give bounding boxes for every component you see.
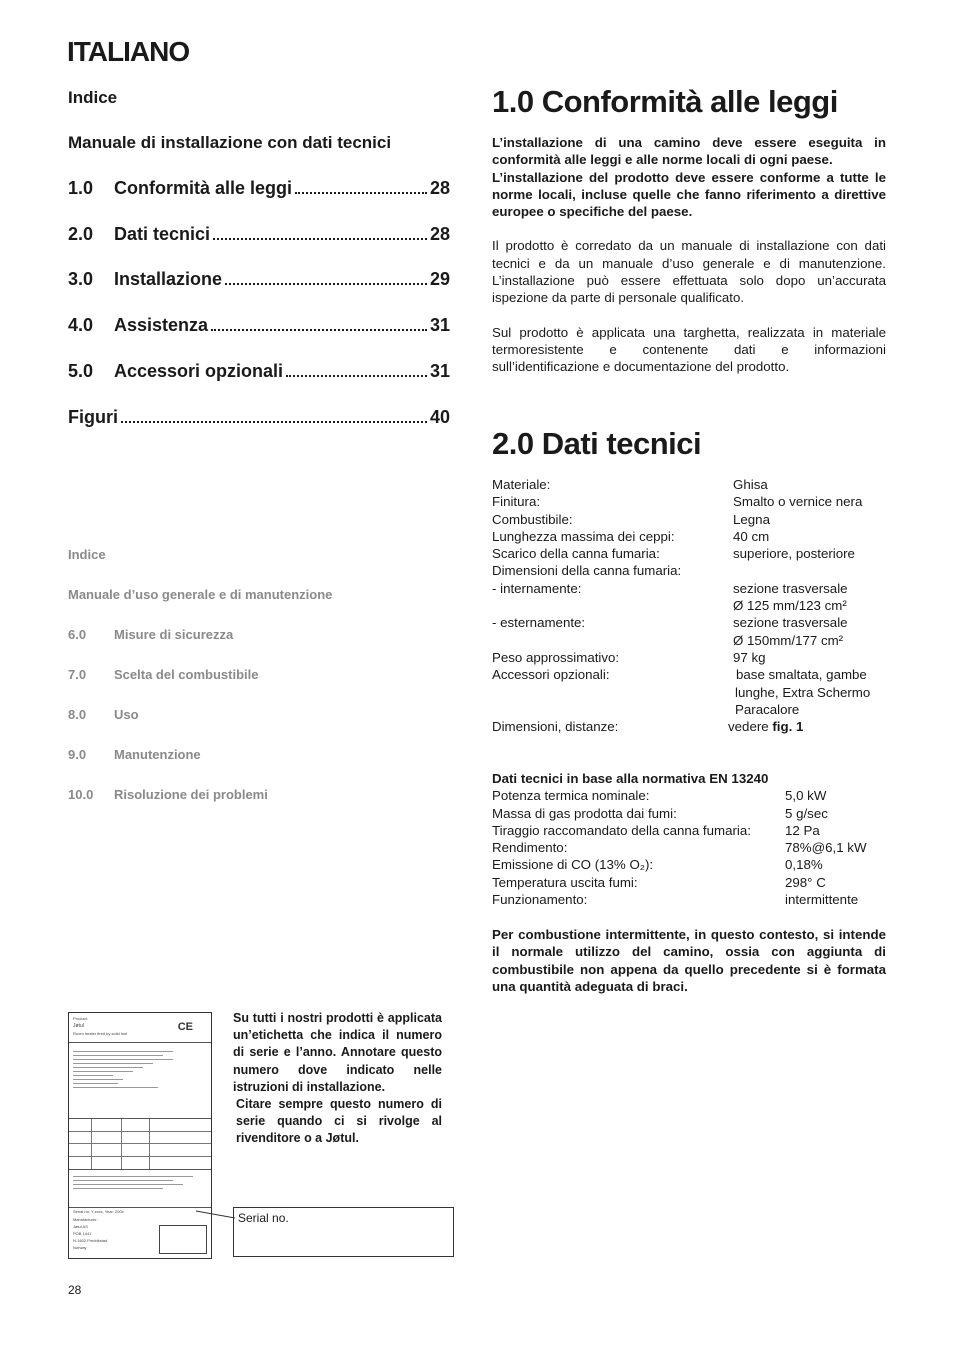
toc2-title: Scelta del combustibile: [114, 667, 259, 682]
en-spec-value: 298° C: [785, 874, 826, 890]
spec-key: Accessori opzionali:: [492, 667, 610, 683]
en-spec-value: intermittente: [785, 892, 859, 908]
en-spec-value: 5,0 kW: [785, 788, 827, 804]
spec-row: [492, 666, 892, 683]
en-spec-key: Rendimento:: [492, 840, 568, 856]
spec-row: [492, 614, 892, 631]
spec-key: - internamente:: [492, 580, 582, 596]
en-spec-value: 0,18%: [785, 857, 823, 873]
toc2-number: 7.0: [68, 667, 87, 682]
serial-label: Serial no.: [238, 1211, 289, 1225]
section1-bold-p2: L’installazione del prodotto deve essere conforme a tutte le norme locali, incluse quelle che fanno riferimento a direttive europee o specifiche del paese.: [492, 169, 886, 220]
en-spec-value: 78%@6,1 kW: [785, 840, 867, 856]
spec-key: Combustibile:: [492, 511, 573, 527]
toc-number: 4.0: [68, 315, 94, 335]
toc-title: Figuri: [68, 407, 118, 427]
en-spec-value: 12 Pa: [785, 822, 820, 838]
en-spec-row: [492, 822, 892, 839]
en-spec-row: [492, 891, 892, 908]
spec-key: [492, 597, 733, 614]
spec-table: [492, 476, 892, 735]
toc-page: 40: [429, 407, 450, 427]
en-spec-row: [492, 787, 892, 804]
figure-reference[interactable]: fig. 1: [772, 719, 804, 735]
en-spec-row: [492, 874, 892, 891]
spec-row: [492, 597, 892, 614]
plate-address-line: Norway: [73, 1245, 87, 1250]
spec-key: [492, 701, 733, 718]
section1-bold-p1: L’installazione di una camino deve essere eseguita in conformità alle leggi e alle norme locali di ogni paese.: [492, 135, 886, 168]
spec-key: Peso approssimativo:: [492, 649, 620, 665]
en-spec-row: [492, 856, 892, 873]
toc2-number: 9.0: [68, 747, 87, 762]
toc-title: Conformità alle leggi: [114, 178, 293, 198]
spec-key: Materiale:: [492, 477, 551, 492]
spec-value: base smaltata, gambe: [736, 667, 867, 683]
spec-row: [492, 511, 892, 528]
spec-value: Ø 125 mm/123 cm²: [733, 598, 847, 614]
spec-value: Legna: [733, 511, 770, 527]
toc-title: Installazione: [114, 269, 223, 289]
ce-mark: CE: [177, 1021, 193, 1033]
use-manual-title: Manuale d’uso generale e di manutenzione: [68, 587, 333, 602]
plate-type: Room heater fired by solid fuel: [73, 1031, 128, 1036]
spec-value: 40 cm: [733, 528, 770, 544]
toc-page: 29: [429, 269, 450, 289]
en-spec-row: [492, 805, 892, 822]
en-spec-row: [492, 839, 892, 856]
toc2-title: Risoluzione dei problemi: [114, 787, 268, 802]
spec-row-dimensions: [492, 718, 892, 735]
toc2-number: 6.0: [68, 627, 87, 642]
spec-value: sezione trasversale: [733, 580, 848, 596]
spec-key: - esternamente:: [492, 615, 586, 631]
en-spec-key: Emissione di CO (13% O₂):: [492, 857, 654, 873]
spec-row: [492, 562, 892, 579]
toc-page: 31: [429, 361, 450, 381]
spec-value: Smalto o vernice nera: [733, 494, 863, 510]
spec-key: Scarico della canna fumaria:: [492, 546, 660, 562]
spec-row: [492, 632, 892, 649]
plate-address-line: POB 1441: [73, 1231, 92, 1236]
spec-value: superiore, posteriore: [733, 546, 855, 562]
spec-key: Lunghezza massima dei ceppi:: [492, 528, 675, 544]
section1-p3: Il prodotto è corredato da un manuale di installazione con dati tecnici e da un manuale d’uso generale e di manutenzione. L’installazione può essere effettuata solo dopo un’accurata ispezione da parte di personale qualificato.: [492, 238, 886, 306]
en-spec-key: Temperatura uscita fumi:: [492, 874, 638, 890]
section1-body: [492, 134, 886, 376]
toc-title: Assistenza: [114, 315, 209, 335]
intermittent-note: Per combustione intermittente, in questo contesto, si intende il normale utilizzo del camino, ossia con aggiunta di combustibile non appena da quello precedente si è formata una quantità adeguata di braci.: [492, 927, 886, 994]
toc-page: 31: [429, 315, 450, 335]
spec-row: [492, 684, 892, 701]
language-heading: ITALIANO: [67, 36, 190, 67]
serial-number-box[interactable]: [233, 1207, 454, 1257]
spec-value: Ghisa: [733, 477, 768, 492]
toc2-number: 8.0: [68, 707, 87, 722]
plate-serial-line: Serial no: Y-xxxx, Year: 200x: [73, 1209, 124, 1214]
spec-key: Dimensioni della canna fumaria:: [492, 563, 682, 579]
spec-value: vedere: [728, 719, 769, 735]
en-spec-key: Tiraggio raccomandato della canna fumaria:: [492, 822, 751, 838]
install-manual-title: Manuale di installazione con dati tecnici: [68, 133, 392, 152]
serial-label-note-text2: Citare sempre questo numero di serie quando ci si rivolge al rivenditore o a Jøtul.: [236, 1097, 442, 1146]
index2-title: Indice: [68, 547, 106, 562]
toc-page: 28: [429, 224, 450, 244]
spec-key: [492, 684, 733, 701]
spec-row: [492, 476, 892, 493]
spec-row: [492, 528, 892, 545]
spec-row: [492, 701, 892, 718]
spec-value: Paracalore: [735, 701, 800, 717]
toc-number: 1.0: [68, 178, 94, 198]
en-spec-key: Potenza termica nominale:: [492, 788, 650, 804]
spec-value: sezione trasversale: [733, 615, 848, 631]
plate-brand: Jøtul: [73, 1023, 84, 1029]
section1-title: 1.0 Conformità alle leggi: [492, 84, 838, 119]
spec-value: Ø 150mm/177 cm²: [733, 632, 844, 648]
en-spec-value: 5 g/sec: [785, 805, 828, 821]
toc2-number: 10.0: [68, 787, 94, 802]
toc-page: 28: [429, 178, 450, 198]
toc-number: 5.0: [68, 361, 94, 381]
toc-title: Dati tecnici: [114, 224, 211, 244]
toc-number: 3.0: [68, 269, 94, 289]
toc2-title: Manutenzione: [114, 747, 201, 762]
spec-key: [492, 632, 733, 649]
serial-label-note-text: Su tutti i nostri prodotti è applicata un’etichetta che indica il numero di serie e l’anno. Annotare questo numero dove indicato nelle istruzioni di installazione.: [233, 1011, 442, 1094]
toc-number: 2.0: [68, 224, 94, 244]
page-number: 28: [68, 1283, 82, 1297]
en-spec-key: Funzionamento:: [492, 892, 588, 908]
en-spec-title: Dati tecnici in base alla normativa EN 13240: [492, 771, 769, 786]
spec-row: [492, 545, 892, 562]
spec-row: [492, 580, 892, 597]
spec-row: [492, 649, 892, 666]
en-spec-table: [492, 770, 892, 908]
toc2-title: Misure di sicurezza: [114, 627, 234, 642]
section1-p4: Sul prodotto è applicata una targhetta, realizzata in materiale termoresistente e contenente dati e informazioni sull’identificazione e documentazione del prodotto.: [492, 324, 886, 375]
spec-value: lunghe, Extra Schermo: [735, 684, 871, 700]
plate-address-line: Jøtul AS: [73, 1224, 88, 1229]
toc2-title: Uso: [114, 707, 139, 722]
en-spec-key: Massa di gas prodotta dai fumi:: [492, 805, 677, 821]
section2-title: 2.0 Dati tecnici: [492, 426, 702, 461]
toc-title: Accessori opzionali: [114, 361, 284, 381]
spec-key: Finitura:: [492, 494, 541, 510]
spec-row: [492, 493, 892, 510]
plate-manufacturer: Manufacturer:: [73, 1217, 98, 1222]
spec-value: 97 kg: [733, 649, 766, 665]
plate-address-line: N-1602 Fredrikstad: [73, 1238, 108, 1243]
index-title: Indice: [68, 88, 118, 107]
spec-key: Dimensioni, distanze:: [492, 719, 619, 735]
plate-product: Product:: [73, 1016, 88, 1021]
